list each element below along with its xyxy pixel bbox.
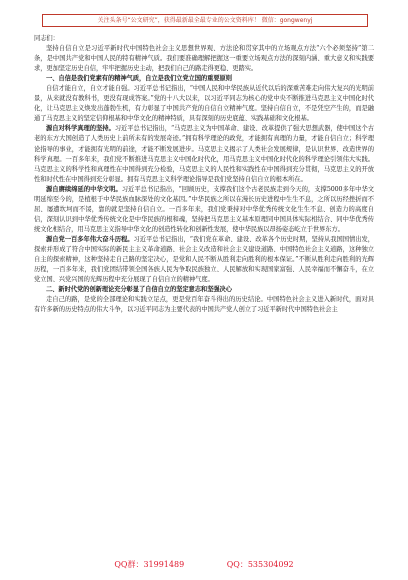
paragraph-text: 习近平总书记指出，“我们党在革命、建设、改革各个历史时期，坚持从我国国情出发，探索并形成了符合中国实际的新民主主义革命道路、社会主义改造和社会主义建设道路、中国特色社会主义道路，这种独立自主的探索精神，这种坚持走自己路的坚定决心，是党和人民不断从胜利走向胜利的根本保证。”不断从胜利走向胜利的光辉历程，一百多年来，我们党团结带领全国各族人民为争取民族独立、人民解放和实现国家富强、人民幸福而不懈奋斗，在立党立国、兴党兴国的光辉历程中充分展现了自信自立的精神气度。 <box>34 235 374 284</box>
section-1-title: 一、自信是我们党素有的精神气质，自立是我们立党立国的重要原则 <box>46 75 232 83</box>
section-2-title: 二、新时代党的创新理论充分彰显了自信自立的坚定意志和坚强决心 <box>46 286 232 294</box>
paragraph-text: 习近平总书记指出，“马克思主义为中国革命、建设、改革提供了强大思想武器，使中国这个古老的东方大国创造了人类历史上前所未有的发展奇迹。”拥有科学理论的政党，才能拥有真理的力量，才能自信自立；科学理论指导的事业，才能拥有光明的前途，才能不断发展进步。马克思主义揭示了人类社会发展规律，是认识世界、改造世界的科学真理。一百多年来，我们党不断推进马克思主义中国化时代化，用马克思主义中国化时代化的科学理论引领伟大实践。马克思主义的科学性和真理性在中国得到充分检验，马克思主义的人民性和实践性在中国得到充分贯彻，马克思主义的开放性和时代性在中国得到充分彰显。拥有马克思主义科学理论指导是我们党坚持自信自立的根本所在。 <box>34 125 374 183</box>
top-banner: 关注头条号“公文研究”，获得最新最全最专业的公文资料库！ 微信：gongwenyj <box>42 14 368 27</box>
subheading-scientific-truth: 源自对科学真理的坚持。 <box>46 125 115 133</box>
section-2-paragraph-1: 走自己的路，是党的全部理论和实践立足点，更是党百年奋斗得出的历史结论。中国特色社会主义进入新时代，面对具有许多新的历史特点的伟大斗争，以习近平同志为主要代表的中国共产党人创立了习近平新时代中国特色社会主 <box>34 296 374 314</box>
paragraph-text: 习近平总书记指出，“回顾历史，支撑我们这个古老民族走到今天的，支撑5000多年中华文明延绵至今的，是植根于中华民族血脉深处的文化基因。”中华民族之所以在漫长历史进程中生生不息，之所以历经挫折而不屈、屡遭坎坷而不馁，靠的就是坚持自信自立。一百多年来，我们党秉持对中华优秀传统文化生生不息、创造力的高度自信，深刻认识到中华优秀传统文化是中华民族的根和魂，坚持把马克思主义基本原理同中国具体实际相结合、同中华优秀传统文化相结合，用马克思主义指导中华文化的创造性转化和创新性发展，使中华民族以昂扬姿态屹立于世界东方。 <box>34 185 374 233</box>
page-footer <box>0 559 408 570</box>
section-1-paragraph-3 <box>34 185 374 235</box>
intro-paragraph: 坚持自信自立是习近平新时代中国特色社会主义思想世界观、方法论和贯穿其中的立场观点方法“六个必须坚持”第二条，是中国共产党和中国人民的特有精神气质。我们要准确理解把握这一重要立场观点方法的深刻内涵、重大意义和实践要求，更加坚定历史自信，牢牢把握历史主动，把我们自己的路走得更稳、更踏实。 <box>34 45 374 73</box>
document-body <box>34 34 374 554</box>
section-1-paragraph-1: 自信才能自立，自立才能自强。习近平总书记指出，“中国人民和中华民族从近代以后的深重苦难走向伟大复兴的光明前景，从来就没有教科书，更没有现成答案。”党的十八大以来，以习近平同志为核心的党中央不断推进马克思主义中国化时代化，让马克思主义焕发出蓬勃生机，有力彰显了中国共产党的自信自立精神气度。坚持自信自立，不是凭空产生的，而是融通了马克思主义的坚定信仰根基和中华文化的精神特质，具有深刻的历史底蕴、实践基础和文化根基。 <box>34 85 374 123</box>
salutation: 同志们： <box>34 35 59 42</box>
subheading-chinese-civilization: 源自赓续绵延的中华文明。 <box>46 185 122 193</box>
section-1-paragraph-4 <box>34 235 374 285</box>
section-1-paragraph-2 <box>34 124 374 184</box>
footer-qq: QQ：535304092 <box>226 560 294 569</box>
subheading-party-history: 源自党一百多年伟大奋斗历程。 <box>46 235 134 243</box>
footer-qq-group: QQ群：31991489 <box>114 560 185 569</box>
